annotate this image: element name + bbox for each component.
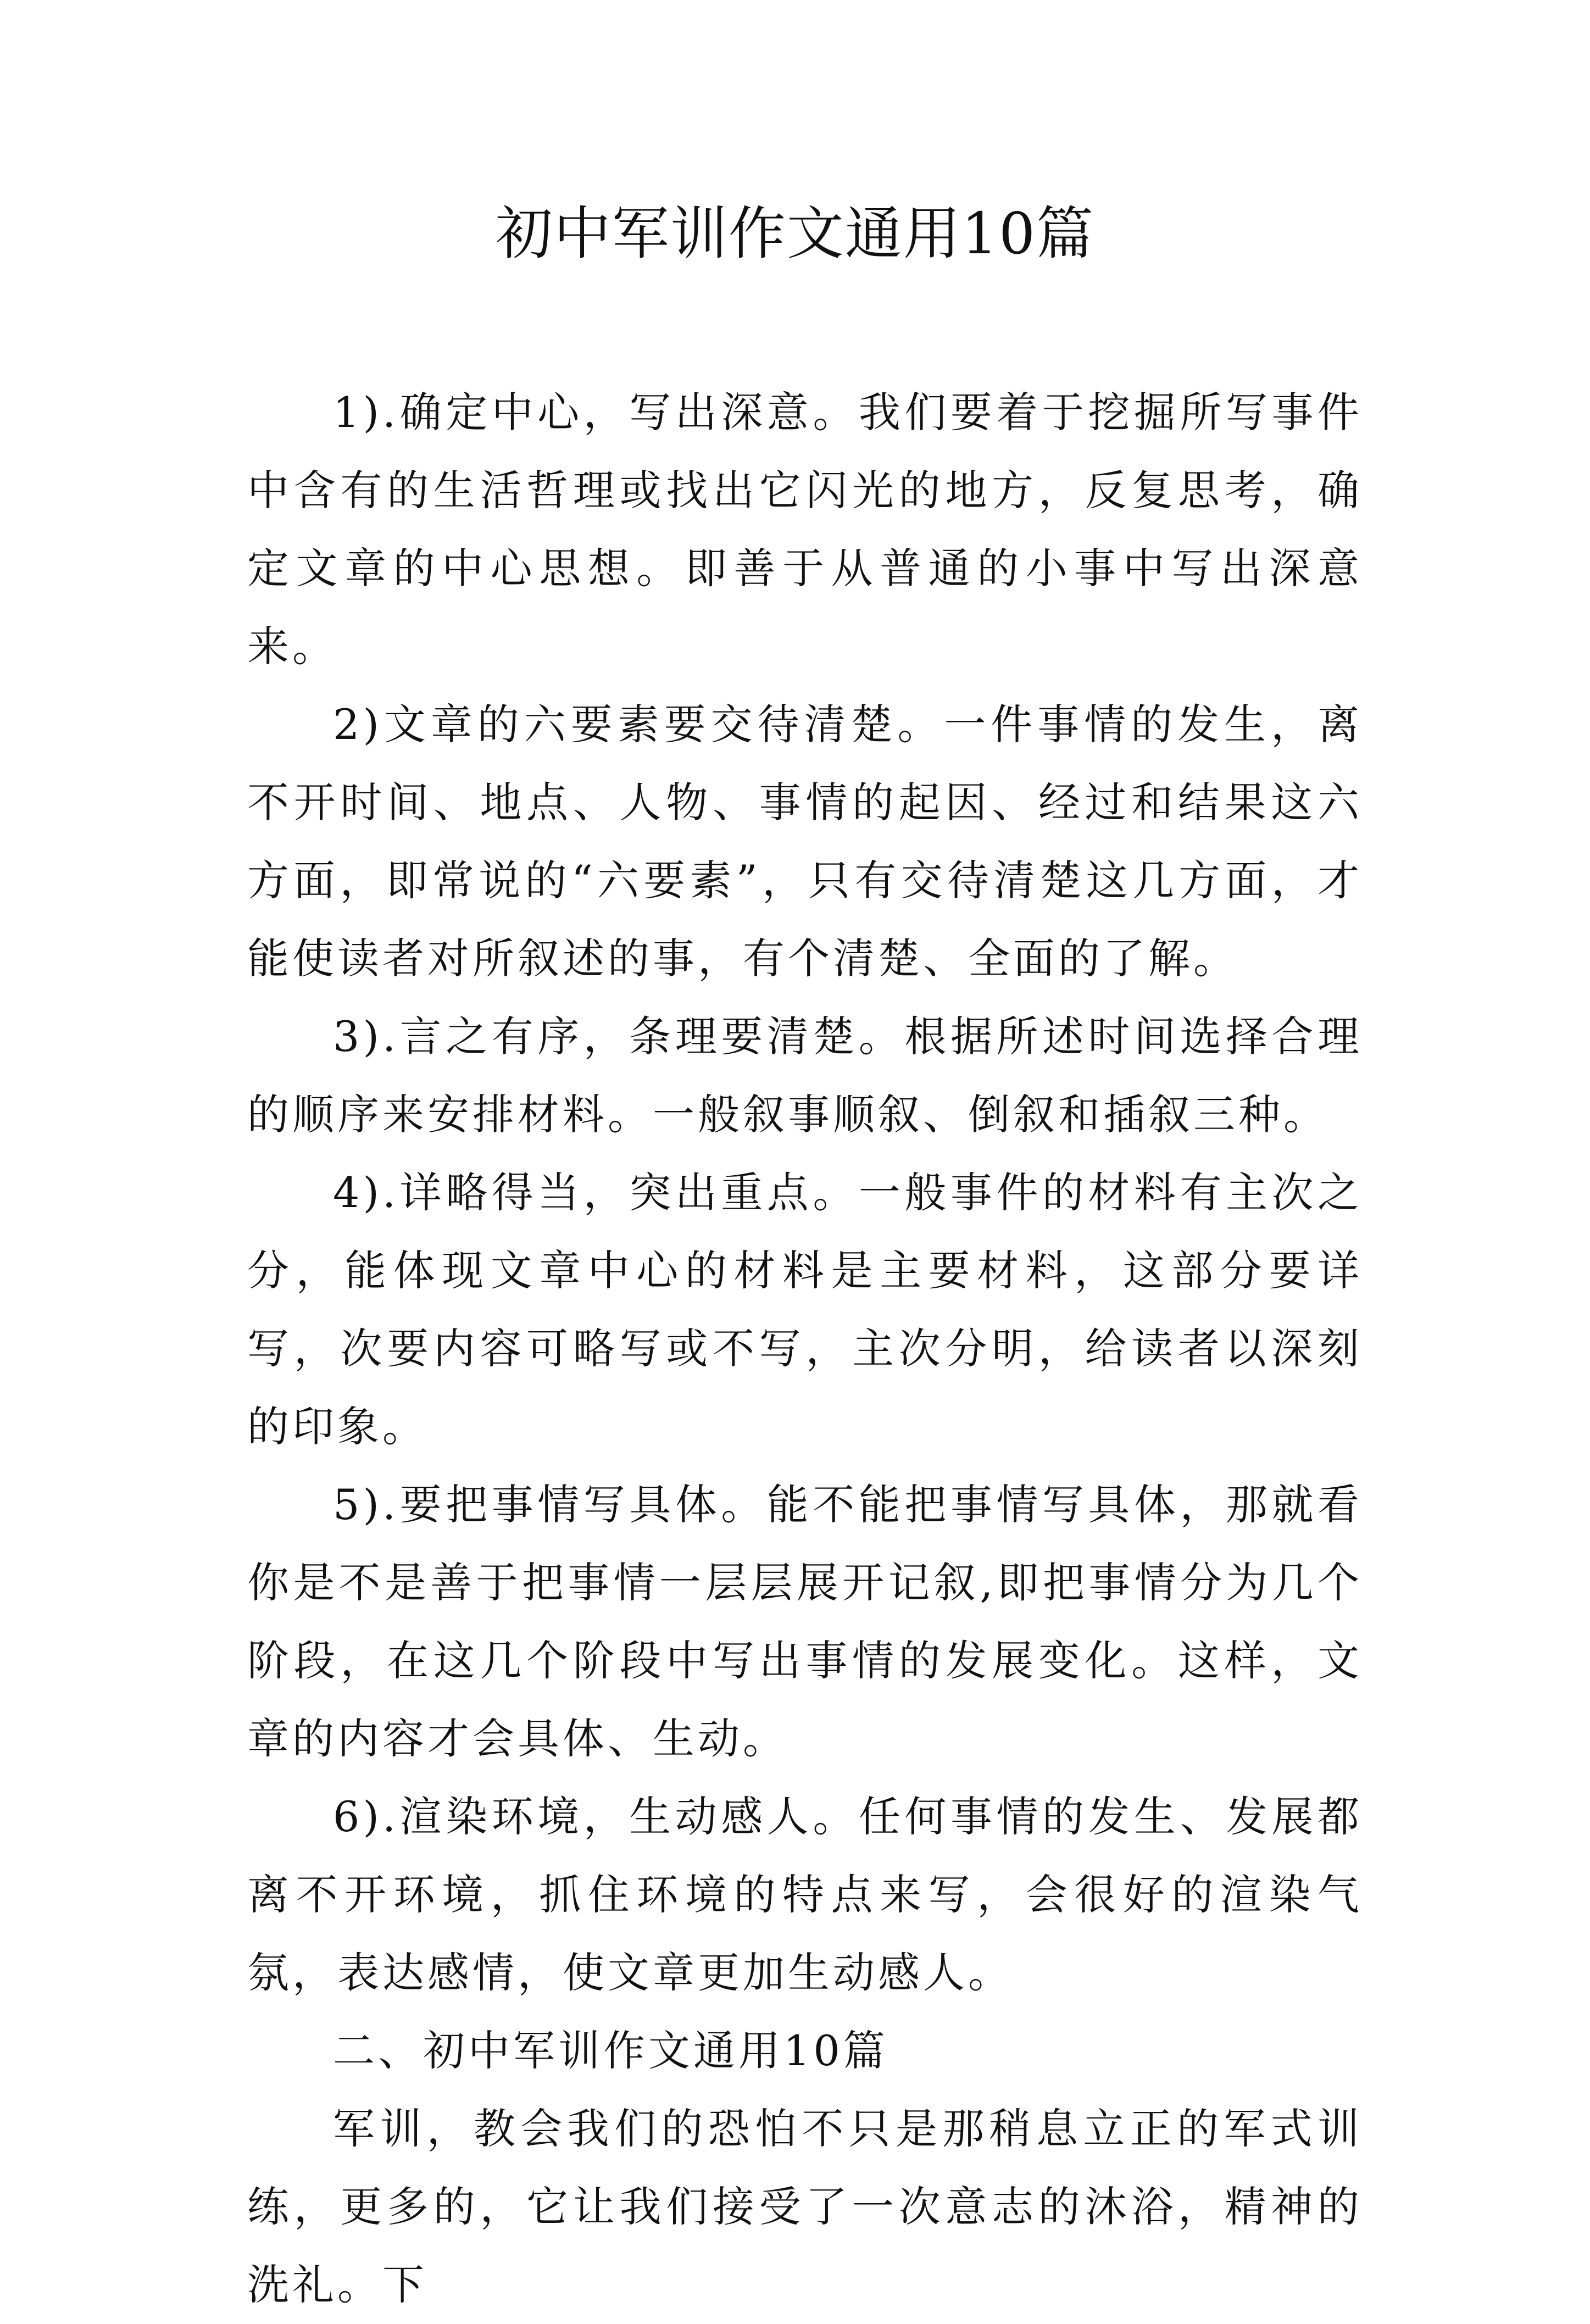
paragraph-point-5: 5).要把事情写具体。能不能把事情写具体，那就看你是不是善于把事情一层层展开记叙,即把事情分为几个阶段，在这几个阶段中写出事情的发展变化。这样，文章的内容才会具体、生动。 [247,1480,1363,1763]
section-heading: 二、初中军训作文通用10篇 [333,2026,888,2075]
paragraph-point-2: 2)文章的六要素要交待清楚。一件事情的发生，离不开时间、地点、人物、事情的起因、经过和结果这六方面，即常说的“六要素”，只有交待清楚这几方面，才能使读者对所叙述的事，有个清楚、全面的了解。 [247,700,1363,983]
paragraph-point-3: 3).言之有序，条理要清楚。根据所述时间选择合理的顺序来安排材料。一般叙事顺叙、倒叙和插叙三种。 [247,1012,1363,1139]
paragraph-point-1: 1).确定中心，写出深意。我们要着于挖掘所写事件中含有的生活哲理或找出它闪光的地方，反复思考，确定文章的中心思想。即善于从普通的小事中写出深意来。 [247,388,1363,671]
document-body [247,374,1363,2324]
essay-paragraph: 军训，教会我们的恐怕不只是那稍息立正的军式训练，更多的，它让我们接受了一次意志的沐浴，精神的洗礼。下 [247,2104,1363,2309]
paragraph-point-4: 4).详略得当，突出重点。一般事件的材料有主次之分，能体现文章中心的材料是主要材料，这部分要详写，次要内容可略写或不写，主次分明，给读者以深刻的印象。 [247,1168,1363,1451]
document-title: 初中军训作文通用10篇 [495,200,1095,267]
paragraph-point-6: 6).渲染环境，生动感人。任何事情的发生、发展都离不开环境，抓住环境的特点来写，会很好的渲染气氛，表达感情，使文章更加生动感人。 [247,1792,1363,1997]
